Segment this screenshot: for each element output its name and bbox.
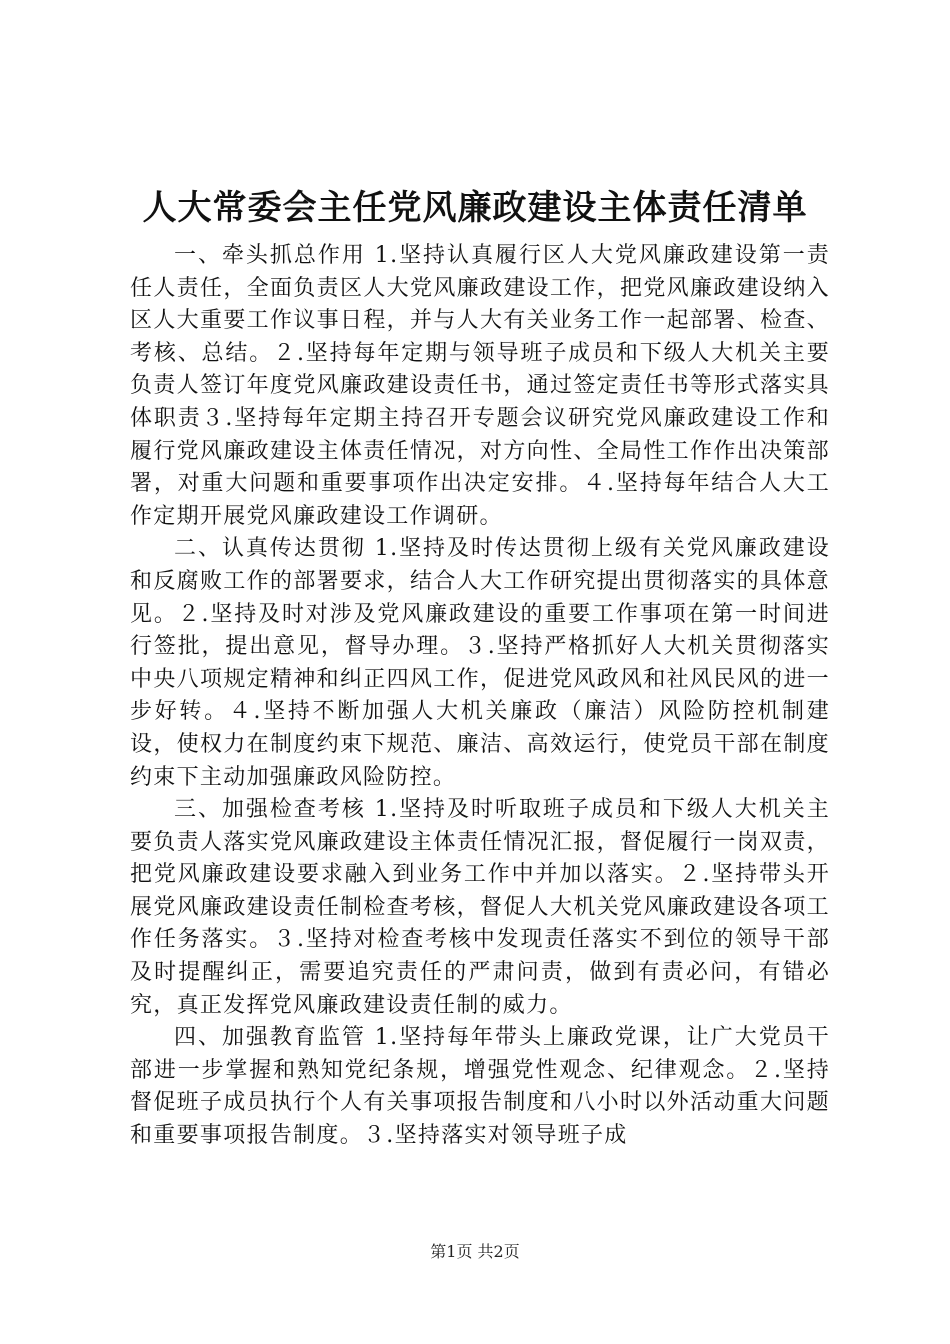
section-4-paragraph: 四、加强教育监管 1.坚持每年带头上廉政党课，让广大党员干部进一步掌握和熟知党纪条规，增强党性观念、纪律观念。２.坚持督促班子成员执行个人有关事项报告制度和八小时以外活动重大问题和重要事项报告制度。３.坚持落实对领导班子成 [130, 1025, 830, 1149]
document-body [130, 240, 830, 1153]
section-2-paragraph: 二、认真传达贯彻 1.坚持及时传达贯彻上级有关党风廉政建设和反腐败工作的部署要求，结合人大工作研究提出贯彻落实的具体意见。２.坚持及时对涉及党风廉政建设的重要工作事项在第一时间进行签批，提出意见，督导办理。３.坚持严格抓好人大机关贯彻落实中央八项规定精神和纠正四风工作，促进党风政风和社风民风的进一步好转。４.坚持不断加强人大机关廉政（廉洁）风险防控机制建设，使权力在制度约束下规范、廉洁、高效运行，使党员干部在制度约束下主动加强廉政风险防控。 [130, 536, 830, 790]
section-1-paragraph: 一、牵头抓总作用 1.坚持认真履行区人大党风廉政建设第一责任人责任，全面负责区人大党风廉政建设工作，把党风廉政建设纳入区人大重要工作议事日程，并与人大有关业务工作一起部署、检查、考核、总结。２.坚持每年定期与领导班子成员和下级人大机关主要负责人签订年度党风廉政建设责任书，通过签定责任书等形式落实具体职责３.坚持每年定期主持召开专题会议研究党风廉政建设工作和履行党风廉政建设主体责任情况，对方向性、全局性工作作出决策部署，对重大问题和重要事项作出决定安排。４.坚持每年结合人大工作定期开展党风廉政建设工作调研。 [130, 243, 830, 529]
document-title: 人大常委会主任党风廉政建设主体责任清单 [142, 188, 808, 228]
page-number-footer: 第1页 共2页 [430, 1242, 520, 1261]
section-3-paragraph: 三、加强检查考核 1.坚持及时听取班子成员和下级人大机关主要负责人落实党风廉政建设主体责任情况汇报，督促履行一岗双责，把党风廉政建设要求融入到业务工作中并加以落实。２.坚持带头开展党风廉政建设责任制检查考核，督促人大机关党风廉政建设各项工作任务落实。３.坚持对检查考核中发现责任落实不到位的领导干部及时提醒纠正，需要追究责任的严肃问责，做到有责必问，有错必究，真正发挥党风廉政建设责任制的威力。 [130, 797, 830, 1018]
